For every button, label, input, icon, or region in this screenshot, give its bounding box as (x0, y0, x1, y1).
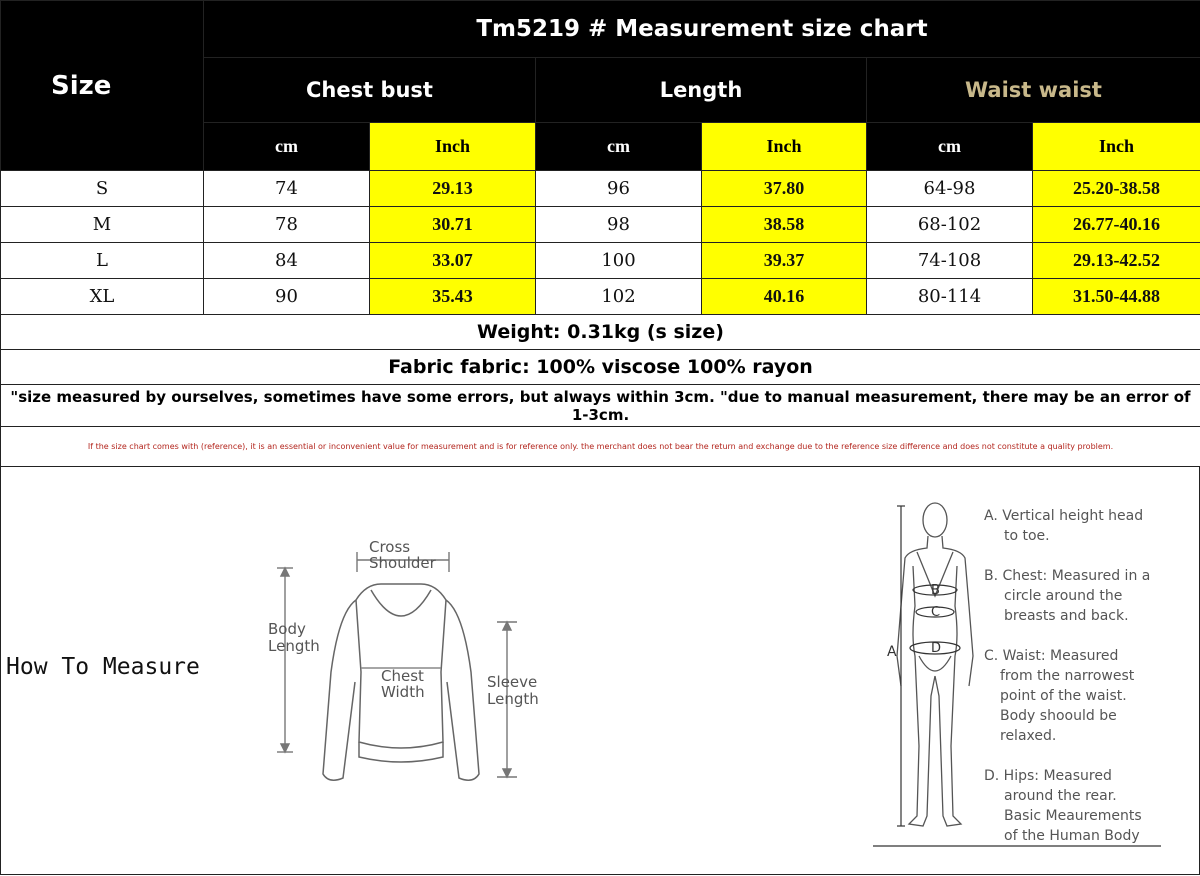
length-cm-cell: 100 (536, 243, 702, 279)
disclaimer-text: If the size chart comes with (reference), it is an essential or inconvenient value for measurement and is for reference only. the merchant does not bear the return and exchange due to the reference size difference and does not constitute a quality problem. (1, 427, 1200, 467)
size-cell: XL (1, 279, 204, 315)
chest-cm-cell: 90 (204, 279, 370, 315)
waist-inch-cell: 25.20-38.58 (1033, 171, 1200, 207)
legend-item-a: A. Vertical height head to toe. (984, 508, 1144, 544)
table-row (1, 279, 1200, 315)
waist-cm-cell: 68-102 (867, 207, 1033, 243)
chart-title: Tm5219 # Measurement size chart (204, 1, 1200, 58)
waist-header: Waist waist (867, 58, 1200, 123)
waist-cm-cell: 74-108 (867, 243, 1033, 279)
sleeve-length-label: Length (487, 690, 539, 708)
cross-shoulder-label: Shoulder (369, 554, 436, 572)
weight-info: Weight: 0.31kg (s size) (1, 315, 1200, 350)
length-cm-cell: 102 (536, 279, 702, 315)
waist-cm-cell: 64-98 (867, 171, 1033, 207)
figure-label-c: C (931, 605, 941, 620)
chest-inch-cell: 35.43 (370, 279, 536, 315)
how-to-measure-section (0, 466, 1200, 875)
length-cm-cell: 98 (536, 207, 702, 243)
chest-width-label: Width (381, 683, 425, 701)
chest-inch-cell: 33.07 (370, 243, 536, 279)
measurement-note: "size measured by ourselves, sometimes have some errors, but always within 3cm. "due to manual measurement, there may be an error of 1-3cm. (1, 385, 1200, 427)
unit-cm: cm (204, 123, 370, 171)
unit-cm: cm (536, 123, 702, 171)
waist-cm-cell: 80-114 (867, 279, 1033, 315)
how-to-measure-title: How To Measure (6, 654, 200, 680)
chest-cm-cell: 74 (204, 171, 370, 207)
table-row (1, 171, 1200, 207)
waist-inch-cell: 26.77-40.16 (1033, 207, 1200, 243)
chest-bust-header: Chest bust (204, 58, 536, 123)
chest-width-label: Chest (381, 667, 424, 685)
legend-item-c: C. Waist: Measured from the narrowest point of the waist. Body shoould be relaxed. (984, 648, 1135, 744)
sleeve-length-label: Sleeve (487, 673, 538, 691)
length-cm-cell: 96 (536, 171, 702, 207)
length-header: Length (536, 58, 867, 123)
measurement-legend (984, 506, 1184, 866)
unit-inch: Inch (1033, 123, 1200, 171)
table-row (1, 243, 1200, 279)
waist-inch-cell: 29.13-42.52 (1033, 243, 1200, 279)
chest-cm-cell: 84 (204, 243, 370, 279)
body-length-label: Body (268, 620, 306, 638)
figure-label-d: D (931, 641, 942, 656)
legend-item-b: B. Chest: Measured in a circle around the breasts and back. (984, 568, 1151, 624)
fabric-info: Fabric fabric: 100% viscose 100% rayon (1, 350, 1200, 385)
chest-inch-cell: 30.71 (370, 207, 536, 243)
length-inch-cell: 37.80 (702, 171, 867, 207)
table-row (1, 207, 1200, 243)
cross-shoulder-label: Cross (369, 538, 411, 556)
unit-inch: Inch (702, 123, 867, 171)
length-inch-cell: 38.58 (702, 207, 867, 243)
length-inch-cell: 40.16 (702, 279, 867, 315)
figure-label-b: B (931, 583, 940, 598)
size-header: Size (1, 1, 204, 171)
body-length-label: Length (268, 637, 320, 655)
sweater-measure-diagram (251, 532, 541, 782)
chest-inch-cell: 29.13 (370, 171, 536, 207)
length-inch-cell: 39.37 (702, 243, 867, 279)
size-cell: L (1, 243, 204, 279)
figure-label-a: A (887, 644, 897, 660)
chest-cm-cell: 78 (204, 207, 370, 243)
size-cell: S (1, 171, 204, 207)
size-cell: M (1, 207, 204, 243)
unit-inch: Inch (370, 123, 536, 171)
unit-cm: cm (867, 123, 1033, 171)
legend-item-d: D. Hips: Measured around the rear. Basic Meaurements of the Human Body (984, 768, 1142, 844)
waist-inch-cell: 31.50-44.88 (1033, 279, 1200, 315)
